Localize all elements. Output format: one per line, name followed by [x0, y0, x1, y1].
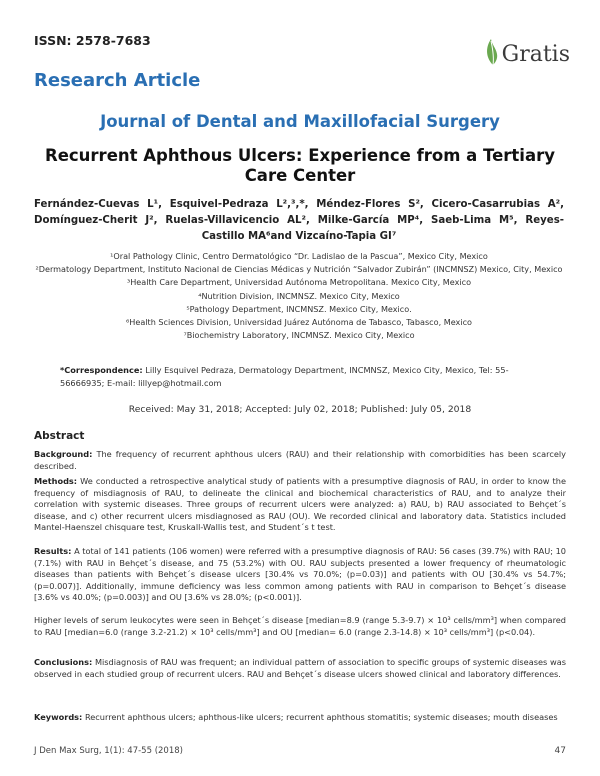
affiliation-5: ⁵Pathology Department, INCMNSZ. Mexico City, Mexico. — [186, 303, 412, 314]
affiliation-2: ²Dermatology Department, Instituto Nacional de Ciencias Médicas y Nutrición “Salvador Zubirán” (INCMNSZ) Mexico, City, Mexico — [35, 264, 563, 275]
results-text: A total of 141 patients (106 women) were referred with a presumptive diagnosis of RAU: 56 cases (39.7%) with RAU; 10 (7.1%) with RAU in Behçet´s disease, and 75 (53.2%) with OU. RAU subjects presented a lower frequency of rheumatologic diseases than patients with Behçet´s disease ulcers [30.4% vs 70.0%; (p=0.03)] and patients with OU [30.4% vs 54.7%; (p=0.007)]. Additionally, immune deficiency was less common among patients with RAU in comparison to Behçet´s disease [3.6% vs 40.0%; (p=0.003)] and OU [3.6% vs 28.0%; (p<0.001)]. — [34, 546, 566, 602]
footer-citation: J Den Max Surg, 1(1): 47-55 (2018) — [34, 746, 183, 756]
author-list: Fernández-Cuevas L¹, Esquivel-Pedraza L²,³,*, Méndez-Flores S², Cicero-Casarrubias A², Domínguez-Cherit J², Ruelas-Villavicencio AL², Milke-García MP⁴, Saeb-Lima M⁵, Reyes-Castillo MA⁶and Vizcaíno-Tapia GI⁷ — [34, 199, 564, 242]
paper-title: Recurrent Aphthous Ulcers: Experience from a Tertiary Care Center — [45, 146, 555, 185]
abstract-heading: Abstract — [34, 430, 85, 442]
page-number: 47 — [554, 746, 566, 756]
correspondence — [60, 364, 550, 390]
abstract-results-continued: Higher levels of serum leukocytes were seen in Behçet´s disease [median=8.9 (range 5.3-9.7) × 10³ cells/mm³] when compared to RAU [median=6.0 (range 3.2-21.2) × 10³ cells/mm³] and OU [median= 6.0 (range 2.3-14.8) × 10³ cells/mm³] (p<0.04). — [34, 615, 566, 637]
keywords-label: Keywords: — [34, 712, 83, 722]
conclusions-label: Conclusions: — [34, 657, 93, 667]
results-label: Results: — [34, 546, 72, 556]
affiliation-1: ¹Oral Pathology Clinic, Centro Dermatológico “Dr. Ladislao de la Pascua”, Mexico City, Mexico — [110, 251, 488, 261]
issn: ISSN: 2578-7683 — [34, 33, 151, 48]
abstract-methods — [34, 476, 566, 534]
affiliation-6: ⁶Health Sciences Division, Universidad Juárez Autónoma de Tabasco, Tabasco, Mexico — [126, 317, 472, 328]
background-label: Background: — [34, 449, 93, 459]
affiliation-4: ⁴Nutrition Division, INCMNSZ. Mexico City, Mexico — [198, 290, 400, 301]
logo-text: Gratis — [501, 42, 570, 67]
publication-dates: Received: May 31, 2018; Accepted: July 02, 2018; Published: July 05, 2018 — [128, 404, 472, 415]
publisher-logo[interactable] — [482, 36, 570, 66]
keywords-text: Recurrent aphthous ulcers; aphthous-like ulcers; recurrent aphthous stomatitis; systemic diseases; mouth diseases — [84, 712, 558, 722]
article-type: Research Article — [34, 70, 201, 91]
background-text: The frequency of recurrent aphthous ulcers (RAU) and their relationship with comorbidities has been scarcely described. — [34, 449, 566, 471]
conclusions-text: Misdiagnosis of RAU was frequent; an individual pattern of association to specific groups of systemic diseases was observed in each studied group of recurrent ulcers. RAU and Behçet´s disease ulcers showed clinical and laboratory differences. — [34, 657, 566, 679]
leaf-icon — [482, 36, 504, 66]
journal-title[interactable]: Journal of Dental and Maxillofacial Surgery — [100, 112, 500, 131]
keywords — [34, 712, 566, 724]
abstract-background — [34, 449, 566, 472]
affiliation-3: ³Health Care Department, Universidad Autónoma Metropolitana. Mexico City, Mexico — [126, 277, 472, 288]
correspondence-text[interactable]: Lilly Esquivel Pedraza, Dermatology Department, INCMNSZ, Mexico City, Mexico, Tel: 55-56666935; E-mail: lillyep@hotmail.com — [60, 365, 509, 388]
affiliations — [34, 250, 564, 342]
abstract-results — [34, 546, 566, 604]
methods-label: Methods: — [34, 476, 78, 486]
methods-text: We conducted a retrospective analytical study of patients with a presumptive diagnosis of RAU, in order to know the frequency of misdiagnosis of RAU, to delineate the clinical and biochemical characteristics of RAU, and to analyze their correlation with systemic diseases. Three groups of recurrent ulcers were analyzed: a) RAU, b) RAU associated to Behçet´s disease, and c) other recurrent ulcers misdiagnosed as RAU (OU). We recorded clinical and laboratory data. Statistics included Mantel-Haenszel chisquare test, Kruskall-Wallis test, and Student´s t test. — [34, 476, 566, 532]
affiliation-7: ⁷Biochemistry Laboratory, INCMNSZ. Mexico City, Mexico — [183, 330, 415, 341]
correspondence-label: *Correspondence: — [60, 365, 143, 375]
abstract-conclusions — [34, 657, 566, 680]
